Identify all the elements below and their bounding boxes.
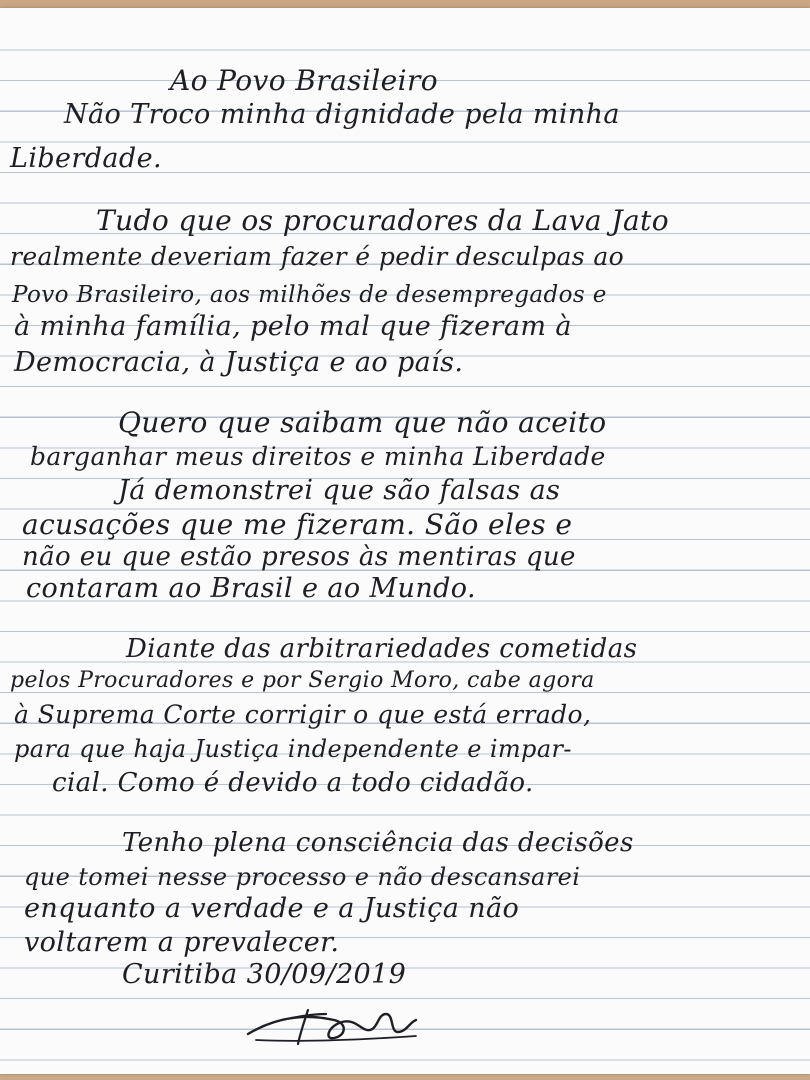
letter-title: Ao Povo Brasileiro bbox=[170, 64, 439, 97]
letter-line: realmente deveriam fazer é pedir desculpas ao bbox=[10, 242, 625, 271]
letter-line: contaram ao Brasil e ao Mundo. bbox=[26, 573, 476, 604]
letter-line: Democracia, à Justiça e ao país. bbox=[14, 347, 464, 378]
letter-line: enquanto a verdade e a Justiça não bbox=[24, 893, 520, 924]
place-and-date: Curitiba 30/09/2019 bbox=[122, 959, 407, 990]
letter-line: pelos Procuradores e por Sergio Moro, cabe agora bbox=[10, 668, 595, 693]
handwritten-signature bbox=[238, 996, 428, 1048]
letter-line: barganhar meus direitos e minha Liberdade bbox=[30, 442, 606, 471]
letter-line: Tenho plena consciência das decisões bbox=[122, 828, 634, 858]
letter-line: cial. Como é devido a todo cidadão. bbox=[52, 768, 534, 798]
letter-line: Não Troco minha dignidade pela minha bbox=[64, 99, 620, 130]
letter-line: Já demonstrei que são falsas as bbox=[118, 475, 561, 506]
letter-line: que tomei nesse processo e não descansarei bbox=[24, 863, 581, 891]
letter-line: à minha família, pelo mal que fizeram à bbox=[14, 311, 572, 342]
letter-line: Quero que saibam que não aceito bbox=[118, 406, 607, 439]
letter-line: Diante das arbitrariedades cometidas bbox=[126, 634, 638, 664]
lined-paper-sheet bbox=[0, 8, 810, 1074]
letter-line: para que haja Justiça independente e impar- bbox=[14, 735, 572, 763]
letter-line: Liberdade. bbox=[10, 143, 162, 174]
letter-line: não eu que estão presos às mentiras que bbox=[22, 542, 576, 572]
letter-line: Tudo que os procuradores da Lava Jato bbox=[96, 204, 669, 237]
letter-line: voltarem a prevalecer. bbox=[24, 927, 340, 958]
letter-line: Povo Brasileiro, aos milhões de desempregados e bbox=[12, 282, 607, 308]
letter-line: acusações que me fizeram. São eles e bbox=[22, 508, 573, 541]
letter-line: à Suprema Corte corrigir o que está errado, bbox=[14, 700, 592, 729]
